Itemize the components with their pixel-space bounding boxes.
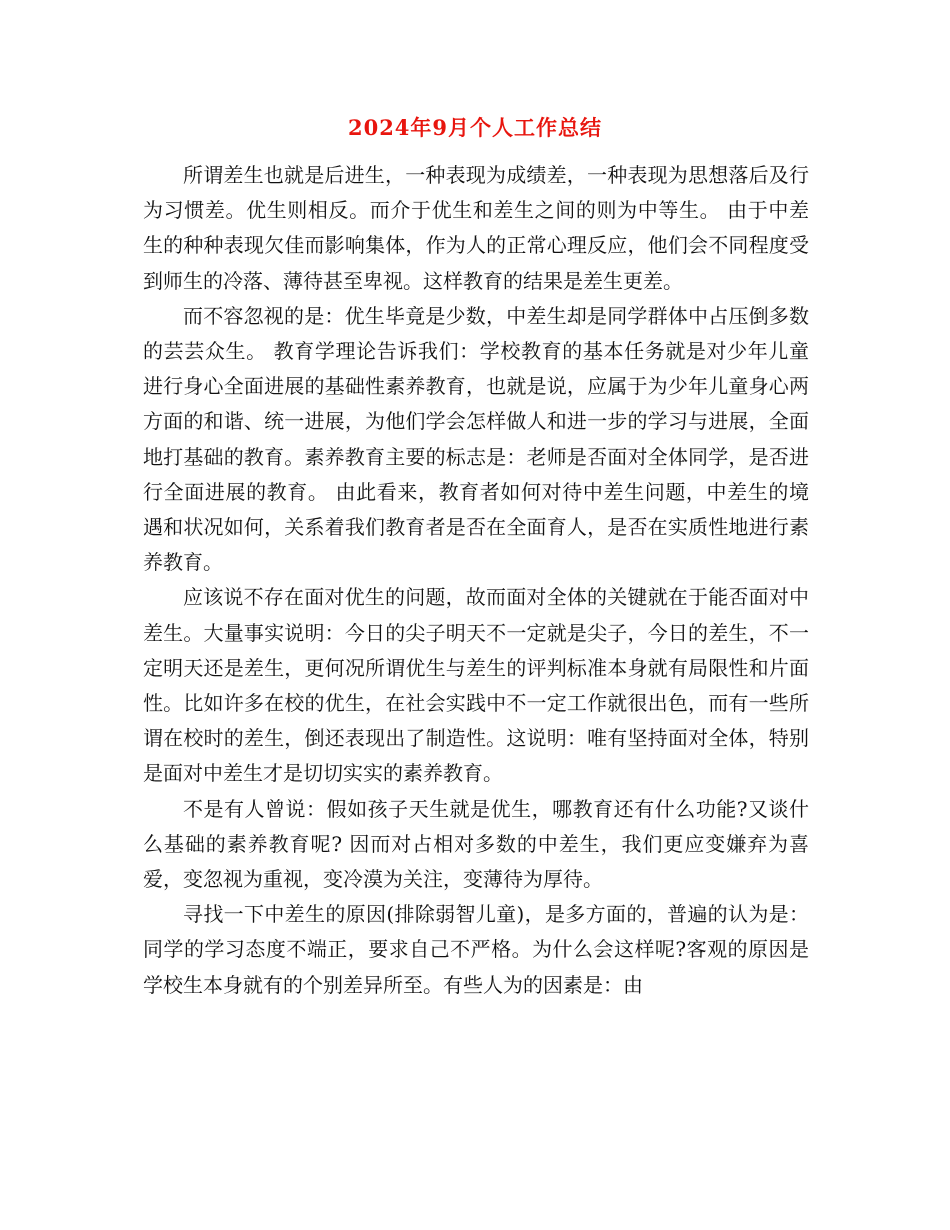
paragraph: 所谓差生也就是后进生，一种表现为成绩差，一种表现为思想落后及行为习惯差。优生则相反。而介于优生和差生之间的则为中等生。 由于中差生的种种表现欠佳而影响集体，作为人的正常心理反应，他们会不同程度受到师生的冷落、薄待甚至卑视。这样教育的结果是差生更差。 xyxy=(143,163,809,293)
document-title: 2024年9月个人工作总结 xyxy=(347,115,603,140)
paragraph: 寻找一下中差生的原因(排除弱智儿童)，是多方面的，普遍的认为是：同学的学习态度不端正，要求自己不严格。为什么会这样呢?客观的原因是学校生本身就有的个别差异所至。有些人为的因素是：由 xyxy=(143,902,809,997)
paragraph: 应该说不存在面对优生的问题，故而面对全体的关键就在于能否面对中差生。大量事实说明：今日的尖子明天不一定就是尖子，今日的差生，不一定明天还是差生，更何况所谓优生与差生的评判标准本身就有局限性和片面性。比如许多在校的优生，在社会实践中不一定工作就很出色，而有一些所谓在校时的差生，倒还表现出了制造性。这说明：唯有坚持面对全体，特别是面对中差生才是切切实实的素养教育。 xyxy=(143,585,809,786)
document-body xyxy=(143,158,809,1003)
paragraph: 不是有人曾说：假如孩子天生就是优生，哪教育还有什么功能?又谈什么基础的素养教育呢? 因而对占相对多数的中差生，我们更应变嫌弃为喜爱，变忽视为重视，变冷漠为关注，变薄待为厚待。 xyxy=(143,796,809,892)
paragraph: 而不容忽视的是：优生毕竟是少数，中差生却是同学群体中占压倒多数的芸芸众生。 教育学理论告诉我们：学校教育的基本任务就是对少年儿童进行身心全面进展的基础性素养教育，也就是说，应属于为少年儿童身心两方面的和谐、统一进展，为他们学会怎样做人和进一步的学习与进展，全面地打基础的教育。素养教育主要的标志是：老师是否面对全体同学，是否进行全面进展的教育。 由此看来，教育者如何对待中差生问题，中差生的境遇和状况如何，关系着我们教育者是否在全面育人，是否在实质性地进行素养教育。 xyxy=(143,303,809,575)
